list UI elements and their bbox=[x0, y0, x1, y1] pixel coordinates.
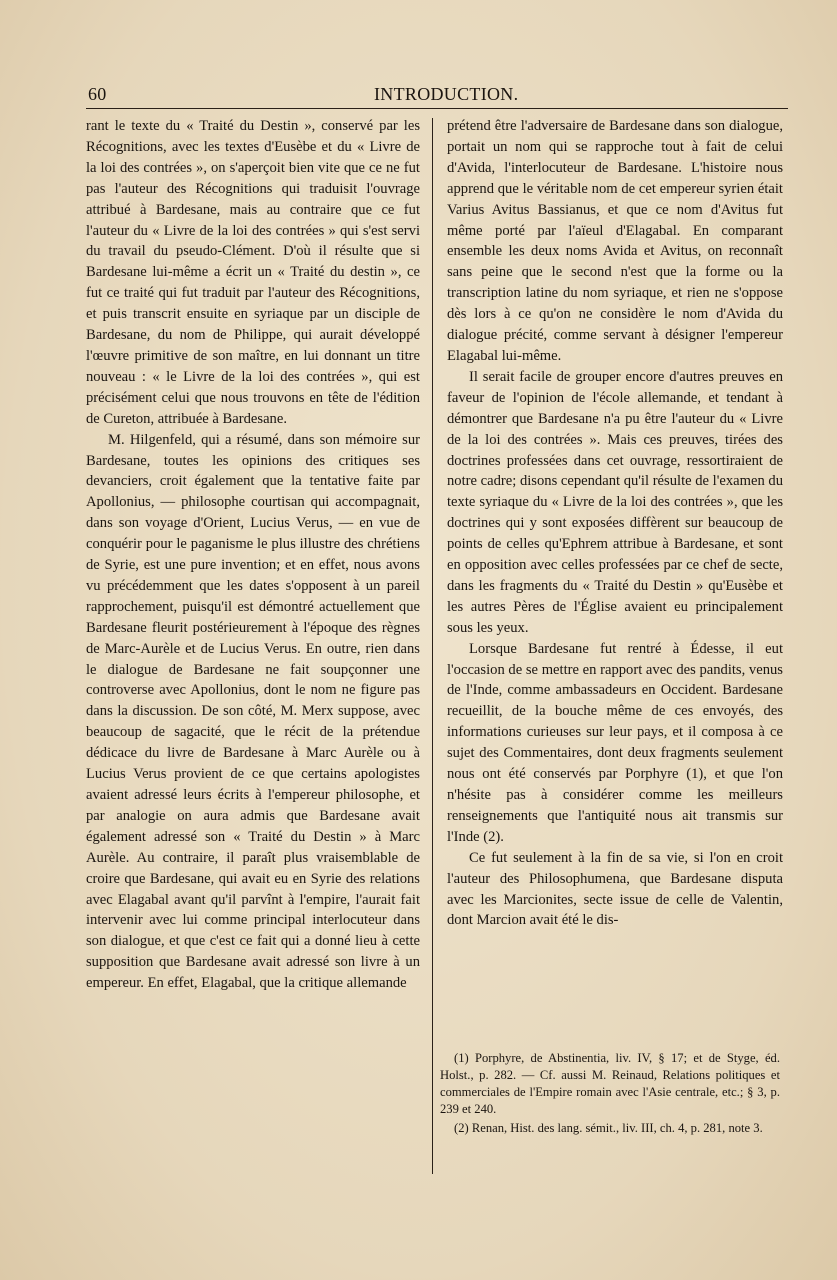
paragraph: M. Hilgenfeld, qui a résumé, dans son mémoire sur Bardesane, toutes les opinions des critiques ses devanciers, croit également que la tentative faite par Apollonius, — philosophe courtisan qui accompagnait, dans son voyage d'Orient, Lucius Verus, — en vue de conquérir pour le paganisme le plus illustre des chrétiens de Syrie, est une pure invention; et en effet, nous avons vu précédemment que les dates s'opposent à un pareil rapprochement, puisqu'il est démontré actuellement que Bardesane fleurit postérieurement à l'époque des règnes de Marc-Aurèle et de Lucius Verus. En outre, rien dans le dialogue de Bardesane ne fait soupçonner une controverse avec Apollonius, dont le nom ne figure pas dans la discussion. De son côté, M. Merx suppose, avec beaucoup de sagacité, que le récit de la prétendue dédicace du livre de Bardesane à Marc Aurèle ou à Lucius Verus provient de ce que certains apologistes avaient adressé leurs écrits à l'empereur philosophe, et par analogie on aura admis que Bardesane avait également adressé son « Traité du Destin » à Marc Aurèle. Au contraire, il paraît plus vraisemblable de croire que Bardesane, qui avait eu en Syrie des relations avec Elagabal avant qu'il parvînt à l'empire, l'aurait fait intervenir avec lui comme principal interlocuteur dans son dialogue, et que c'est ce fait qui a donné lieu à cette supposition que Bardesane avait adressé son livre à un empereur. En effet, Elagabal, que la critique allemande bbox=[86, 431, 420, 992]
right-column bbox=[447, 116, 783, 931]
paragraph: prétend être l'adversaire de Bardesane dans son dialogue, portait un nom qui se rapproche tout à fait de celui d'Avida, l'interlocuteur de Bardesane. L'histoire nous apprend que le véritable nom de cet empereur syrien était Varius Avitus Bassianus, et que ce nom d'Avitus fut même porté par l'aïeul d'Elagabal. En comparant ensemble les deux noms Avida et Avitus, on reconnaît sans peine que le second n'est que la forme ou la transcription latine du nom syriaque, et rien ne s'oppose dès lors à ce qu'on ne considère le nom d'Avida du dialogue précité, comme servant à désigner l'empereur Elagabal lui-même. bbox=[447, 118, 783, 364]
page-number: 60 bbox=[88, 84, 107, 104]
running-head: INTRODUCTION. bbox=[374, 84, 519, 104]
page-header bbox=[88, 84, 788, 108]
footnotes bbox=[440, 1050, 780, 1139]
column-divider bbox=[432, 118, 433, 1174]
paragraph: Il serait facile de grouper encore d'autres preuves en faveur de l'opinion de l'école allemande, et tendant à démontrer que Bardesane n'a pu être l'auteur du « Livre de la loi des contrées ». Mais ces preuves, tirées des doctrines professées dans cet ouvrage, ressortiraient de notre cadre; disons cependant qu'il résulte de l'examen du texte syriaque du « Livre de la loi des contrées », que les doctrines qui y sont exposées diffèrent sur beaucoup de points de celles qu'Ephrem attribue à Bardesane, et sont en opposition avec celles professées par ce chef de secte, dans les fragments du « Traité du Destin » qu'Eusèbe et les autres Pères de l'Église avaient eu principalement sous les yeux. bbox=[447, 368, 783, 636]
header-rule bbox=[86, 108, 788, 109]
footnote: (2) Renan, Hist. des lang. sémit., liv. III, ch. 4, p. 281, note 3. bbox=[454, 1121, 763, 1135]
paragraph: Lorsque Bardesane fut rentré à Édesse, il eut l'occasion de se mettre en rapport avec des pandits, venus de l'Inde, comme ambassadeurs en Occident. Bardesane recueillit, de la bouche même de ces envoyés, des informations curieuses sur leur pays, et il composa à ce sujet des Commentaires, dont deux fragments seulement nous ont été conservés par Porphyre (1), et que l'on n'hésite pas à considérer comme les meilleurs renseignements que l'antiquité nous ait transmis sur l'Inde (2). bbox=[447, 640, 783, 845]
left-column bbox=[86, 116, 420, 994]
paragraph: rant le texte du « Traité du Destin », conservé par les Récognitions, avec les textes d'Eusèbe et du « Livre de la loi des contrées », on s'aperçoit bien vite que ce ne fut pas l'auteur des Récognitions qui traduisit l'ouvrage attribué à Bardesane, mais au contraire que ce fut l'auteur du « Livre de la loi des contrées » qui s'est servi du travail du pseudo-Clément. D'où il résulte que si Bardesane lui-même a écrit un « Traité du destin », ce fut ce traité qui fut traduit par l'auteur des Récognitions, et puis transcrit ensuite en syriaque par un disciple de Bardesane, du nom de Philippe, qui aurait développé l'œuvre primitive de son maître, en lui donnant un titre nouveau : « le Livre de la loi des contrées », qui est précisément celui que nous trouvons en tête de l'édition de Cureton, attribuée à Bardesane. bbox=[86, 118, 420, 427]
footnote: (1) Porphyre, de Abstinentia, liv. IV, § 17; et de Styge, éd. Holst., p. 282. — Cf. aussi M. Reinaud, Relations politiques et commerciales de l'Empire romain avec l'Asie centrale, etc.; § 3, p. 239 et 240. bbox=[440, 1051, 780, 1116]
paragraph: Ce fut seulement à la fin de sa vie, si l'on en croit l'auteur des Philosophumena, que Bardesane disputa avec les Marcionites, secte issue de celle de Valentin, dont Marcion avait été le dis- bbox=[447, 849, 783, 929]
